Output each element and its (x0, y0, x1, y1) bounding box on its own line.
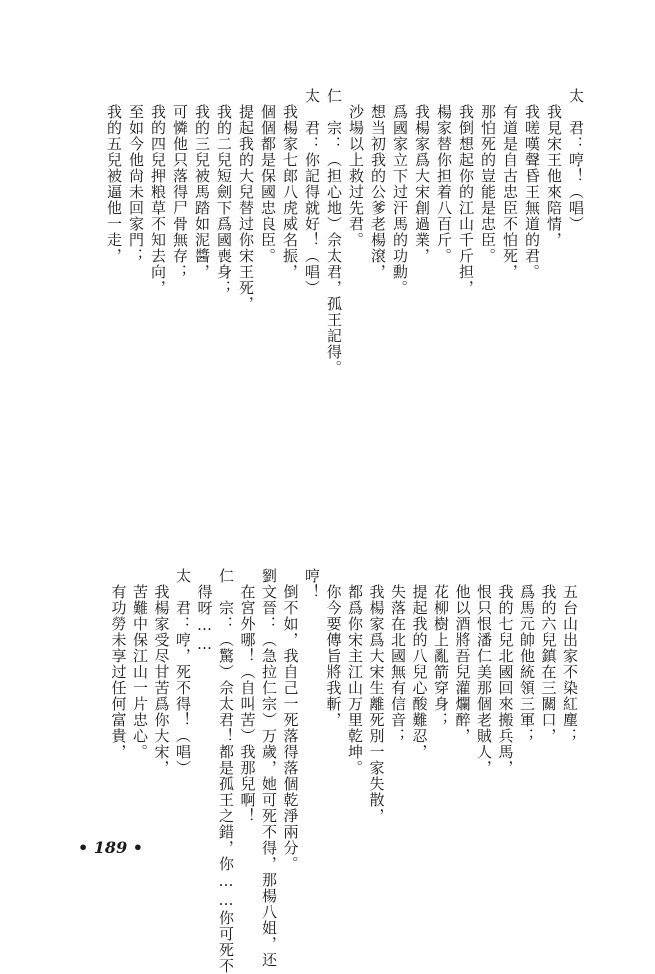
verse-line: 倒不如，我自己一死落得落個乾淨兩分。 (281, 568, 300, 872)
verse-line: 苦難中保江山一片忠心。 (131, 568, 149, 760)
verse-line: 我見宋王他來陪情， (545, 88, 563, 248)
verse-line: 哼！ (303, 568, 321, 600)
verse-line: 他以酒將吾兒灌爛醉， (453, 568, 472, 744)
verse-line: 提起我的八兒心酸難忍， (410, 568, 429, 760)
verse-line: 想当初我的公爹老楊滾， (369, 88, 387, 280)
verse-line: 在宮外哪！（自叫苦）我那兒啊！ (238, 568, 257, 824)
verse-line: 我的六兒鎮在三關口， (539, 568, 558, 744)
verse-line: 仁 宗：（驚）佘太君！都是孤王之錯，你……你可死不 (217, 568, 235, 974)
verse-line: 花柳樹上亂箭穿身； (432, 568, 450, 728)
verse-line: 我的五兒被逼他一走， (105, 88, 123, 264)
verse-line: 我倒想起你的江山千斤担， (457, 88, 475, 296)
verse-line: 太 君：哼！（唱） (567, 88, 585, 232)
verse-line: 提起我的大兒替过你宋王死， (237, 88, 255, 312)
page-number: • 189 • (78, 838, 143, 857)
verse-line: 太 君：你記得就好！（唱） (303, 88, 321, 296)
verse-line: 太 君：哼，死不得！（唱） (174, 568, 192, 776)
verse-line: 五台山出家不染紅塵； (561, 568, 579, 744)
verse-line: 我的二兒短劍下爲國喪身； (215, 88, 233, 296)
verse-line: 你今要傳旨將我斬， (324, 568, 343, 728)
verse-line: 爲國家立下过汗馬的功勳。 (391, 88, 409, 296)
verse-line: 有功勞未享过任何富貴， (109, 568, 128, 760)
verse-line: 我楊家爲大宋生離死別一家失散， (367, 568, 386, 824)
verse-line: 劉文晉：（急拉仁宗）万歲，她可死不得，那楊八姐，还 (260, 568, 278, 968)
verse-line: 個個都是保國忠良臣。 (259, 88, 277, 264)
verse-line: 我楊家受尽甘苦爲你大宋， (152, 568, 171, 776)
verse-line: 我的七兒北國回來搬兵馬， (496, 568, 515, 776)
verse-line: 我的三兒被馬踏如泥醬， (193, 88, 211, 280)
verse-line: 恨只恨潘仁美那個老賊人， (475, 568, 493, 776)
verse-line: 失落在北國無有信音； (389, 568, 407, 744)
verse-line: 至如今他尙未回家門； (127, 88, 145, 264)
verse-line: 都爲你宋主江山万里乾坤。 (346, 568, 364, 776)
verse-line: 仁 宗：（担心地）佘太君，孤王記得。 (325, 88, 343, 376)
verse-line: 我楊家七郎八虎威名振， (281, 88, 299, 280)
verse-line: 得呀…… (195, 568, 214, 654)
verse-line: 我嗟嘆聲昏王無道的君。 (523, 88, 541, 280)
verse-line: 那怕死的豈能是忠臣。 (479, 88, 497, 264)
verse-line: 沙場以上救过先君。 (347, 88, 365, 248)
verse-line: 我楊家爲大宋創過業， (413, 88, 431, 264)
verse-line: 爲馬元帥他統領三軍； (518, 568, 536, 744)
verse-line: 可憐他只落得尸骨無存； (171, 88, 189, 280)
verse-line: 我的四兒押粮草不知去向， (149, 88, 167, 296)
verse-line: 有道是自古忠臣不怕死， (501, 88, 519, 280)
verse-line: 楊家替你担着八百斤。 (435, 88, 453, 264)
